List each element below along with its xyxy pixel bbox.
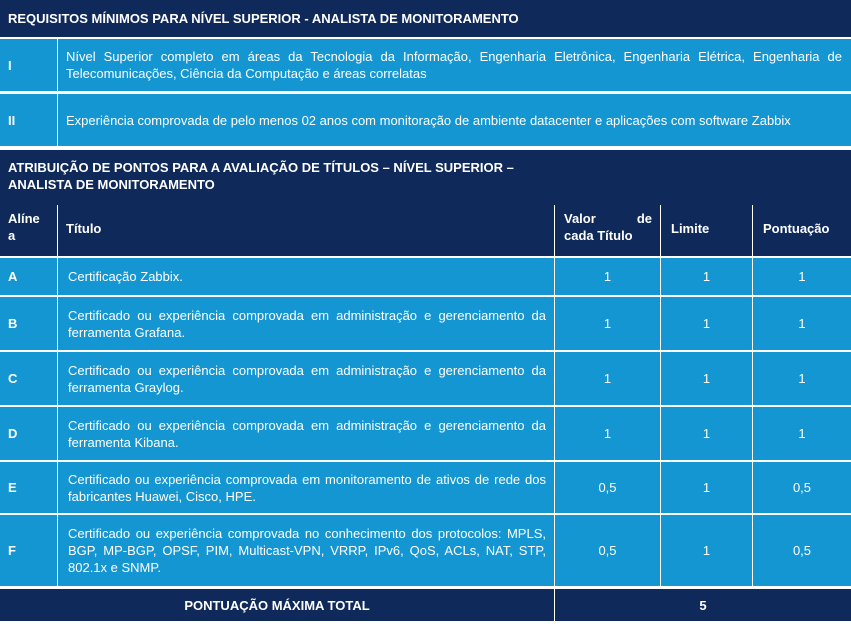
requirement-number: I bbox=[8, 57, 12, 73]
row-valor: 0,5 bbox=[598, 543, 617, 558]
points-title-line1: ATRIBUIÇÃO DE PONTOS PARA A AVALIAÇÃO DE TÍTULOS – NÍVEL SUPERIOR – bbox=[8, 160, 514, 175]
header-pontuacao: Pontuação bbox=[763, 220, 830, 236]
row-letter: D bbox=[8, 426, 18, 441]
points-title-line2: ANALISTA DE MONITORAMENTO bbox=[8, 177, 215, 192]
row-limite: 1 bbox=[702, 543, 711, 558]
row-letter: C bbox=[8, 371, 18, 386]
row-title: Certificado ou experiência comprovada em administração e gerenciamento da ferramenta Kibana. bbox=[68, 417, 546, 450]
row-valor: 0,5 bbox=[598, 480, 617, 495]
row-letter: A bbox=[8, 269, 18, 284]
points-title-block bbox=[0, 150, 851, 198]
requirements-title: REQUISITOS MÍNIMOS PARA NÍVEL SUPERIOR - ANALISTA DE MONITORAMENTO bbox=[8, 11, 519, 26]
row-letter: E bbox=[8, 480, 17, 495]
header-limite: Limite bbox=[671, 220, 710, 236]
total-value: 5 bbox=[699, 597, 707, 613]
header-alinea: Alíne a bbox=[8, 211, 40, 243]
column-divider bbox=[554, 258, 555, 586]
requirement-text: Nível Superior completo em áreas da Tecnologia da Informação, Engenharia Eletrônica, Engenharia Elétrica, Engenharia de Telecomunicações, Ciência da Computação e áreas correlatas bbox=[66, 49, 842, 81]
requirements-header bbox=[0, 0, 851, 37]
row-valor: 1 bbox=[603, 426, 612, 441]
requirement-number: II bbox=[8, 112, 16, 128]
header-valor: Valor de cada Título bbox=[564, 211, 652, 243]
row-limite: 1 bbox=[702, 426, 711, 441]
row-title: Certificado ou experiência comprovada em administração e gerenciamento da ferramenta Graylog. bbox=[68, 362, 546, 395]
row-letter: B bbox=[8, 316, 18, 331]
row-pontuacao: 1 bbox=[798, 426, 806, 441]
row-limite: 1 bbox=[702, 480, 711, 495]
row-title: Certificação Zabbix. bbox=[68, 269, 183, 284]
requirement-text: Experiência comprovada de pelo menos 02 anos com monitoração de ambiente datacenter e aplicações com software Zabbix bbox=[66, 112, 791, 128]
column-divider bbox=[752, 258, 753, 586]
column-divider bbox=[752, 205, 753, 256]
row-title: Certificado ou experiência comprovada em administração e gerenciamento da ferramenta Grafana. bbox=[68, 307, 546, 340]
column-divider bbox=[660, 205, 661, 256]
row-pontuacao: 1 bbox=[798, 371, 806, 386]
row-divider bbox=[57, 94, 58, 146]
row-valor: 1 bbox=[603, 316, 612, 331]
row-letter: F bbox=[8, 543, 16, 558]
row-limite: 1 bbox=[702, 371, 711, 386]
row-limite: 1 bbox=[702, 316, 711, 331]
row-limite: 1 bbox=[702, 269, 711, 284]
row-title: Certificado ou experiência comprovada no conhecimento dos protocolos: MPLS, BGP, MP-BGP, OPSF, PIM, Multicast-VPN, VRRP, IPv6, QoS, ACLs, NAT, STP, 802.1x e SNMP. bbox=[68, 526, 546, 575]
total-label: PONTUAÇÃO MÁXIMA TOTAL bbox=[184, 597, 370, 613]
row-valor: 1 bbox=[603, 269, 612, 284]
column-divider bbox=[57, 258, 58, 586]
column-divider bbox=[554, 205, 555, 256]
row-pontuacao: 0,5 bbox=[792, 480, 812, 495]
row-valor: 1 bbox=[603, 371, 612, 386]
row-pontuacao: 0,5 bbox=[792, 543, 812, 558]
row-pontuacao: 1 bbox=[798, 269, 806, 284]
row-title: Certificado ou experiência comprovada em monitoramento de ativos de rede dos fabricantes Huawei, Cisco, HPE. bbox=[68, 471, 546, 504]
row-divider bbox=[57, 39, 58, 91]
column-divider bbox=[57, 205, 58, 256]
header-titulo: Título bbox=[66, 220, 102, 236]
row-pontuacao: 1 bbox=[798, 316, 806, 331]
column-divider bbox=[660, 258, 661, 586]
